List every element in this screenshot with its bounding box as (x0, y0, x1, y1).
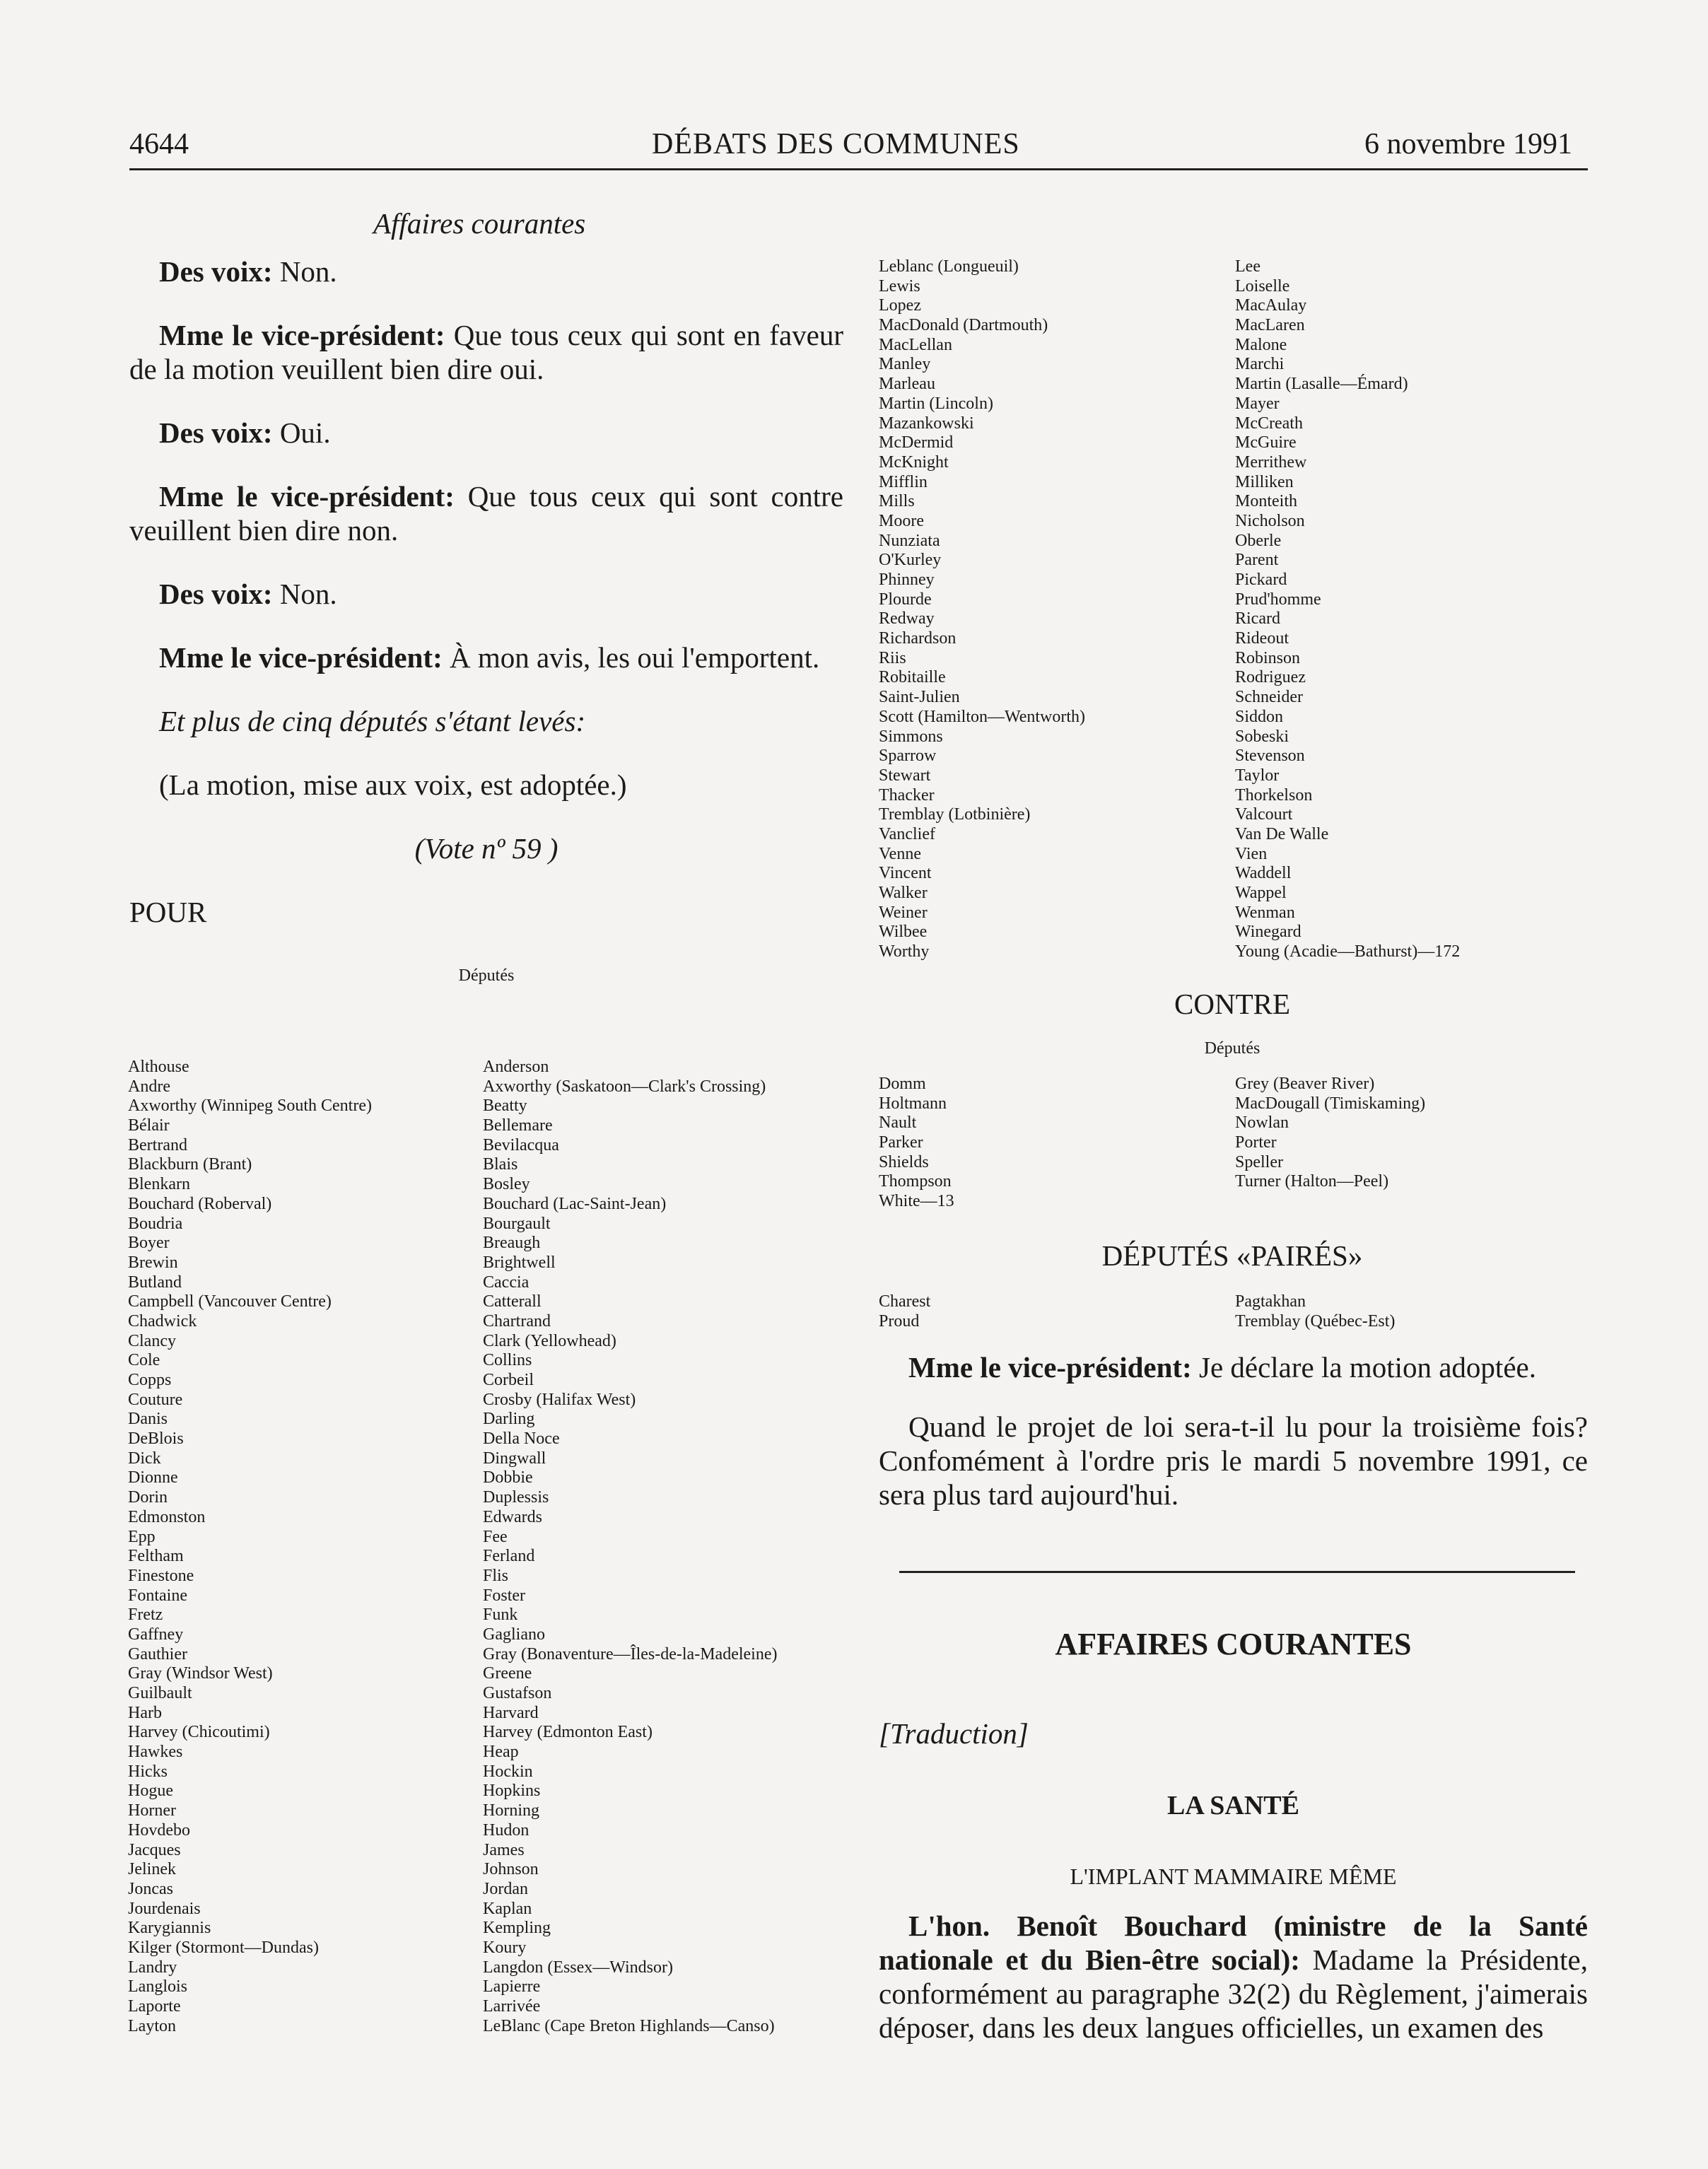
member-name: Mifflin (879, 472, 928, 491)
publication-date: 6 novembre 1991 (1364, 128, 1572, 160)
speech-text: Que tous ceux qui sont contre veuillent bien dire non. (129, 480, 843, 546)
member-name: Nicholson (1235, 511, 1305, 530)
member-name: Van De Walle (1235, 824, 1329, 843)
member-name: Blais (483, 1155, 518, 1174)
member-name: Saint-Julien (879, 688, 960, 707)
member-name: Tremblay (Québec-Est) (1235, 1311, 1396, 1331)
member-name: Axworthy (Saskatoon—Clark's Crossing) (483, 1077, 766, 1096)
member-name: Valcourt (1235, 805, 1293, 824)
member-name: Chartrand (483, 1311, 551, 1331)
member-name: Manley (879, 355, 931, 374)
member-name: Della Noce (483, 1430, 560, 1449)
member-name: Foster (483, 1586, 525, 1605)
member-name: Malone (1235, 335, 1287, 354)
member-name: Boudria (128, 1214, 183, 1233)
speech-paragraph (129, 318, 843, 386)
member-name: Pagtakhan (1235, 1292, 1306, 1311)
speech-paragraph (129, 416, 843, 450)
member-name: Jordan (483, 1879, 528, 1898)
member-name: Dorin (128, 1488, 168, 1507)
speaker: Mme le vice-président: (159, 641, 443, 674)
member-name: Anderson (483, 1058, 549, 1076)
member-name: Dobbie (483, 1468, 533, 1487)
member-name: Langlois (128, 1977, 187, 1996)
member-name: Martin (Lincoln) (879, 394, 993, 413)
member-name: Crosby (Halifax West) (483, 1390, 636, 1409)
member-name: Danis (128, 1410, 168, 1429)
member-name: McCreath (1235, 414, 1303, 433)
member-name: Mayer (1235, 394, 1280, 413)
member-name: Fretz (128, 1606, 163, 1625)
member-name: Oberle (1235, 531, 1282, 550)
member-name: Vincent (879, 864, 932, 883)
member-name: Redway (879, 609, 935, 629)
member-name: Proud (879, 1311, 920, 1331)
member-name: Darling (483, 1410, 535, 1429)
member-name: Waddell (1235, 864, 1292, 883)
member-name: Bellemare (483, 1116, 553, 1135)
member-name: Flis (483, 1566, 509, 1585)
member-name: MacDougall (Timiskaming) (1235, 1094, 1426, 1113)
member-name: Copps (128, 1371, 172, 1389)
member-name: Bourgault (483, 1214, 551, 1233)
member-name: Milliken (1235, 472, 1294, 491)
speaker: Mme le vice-président: (908, 1351, 1192, 1384)
member-name: Lopez (879, 296, 921, 315)
member-name: Young (Acadie—Bathurst)—172 (1235, 942, 1461, 961)
member-name: Stewart (879, 766, 931, 785)
member-name: Jelinek (128, 1860, 176, 1879)
member-name: McGuire (1235, 433, 1297, 452)
member-name: McDermid (879, 433, 954, 452)
speech-text: Madame la Présidente, conformément au paragraphe 32(2) du Règlement, j'aimerais déposer, dans les deux langues officielles, un examen des (879, 1943, 1588, 2044)
member-name: Bouchard (Lac-Saint-Jean) (483, 1194, 667, 1213)
translation-note: [Traduction] (879, 1717, 1029, 1750)
member-name: Joncas (128, 1879, 173, 1898)
member-name: Epp (128, 1527, 156, 1546)
member-name: Blackburn (Brant) (128, 1155, 252, 1174)
speech-text: Je déclare la motion adoptée. (1191, 1351, 1536, 1384)
member-name: Breaugh (483, 1234, 541, 1253)
speech-paragraph (879, 1350, 1588, 1384)
member-name: Sparrow (879, 747, 937, 766)
member-name: Althouse (128, 1058, 189, 1076)
member-name: Collins (483, 1351, 532, 1370)
speech-text: Oui. (272, 416, 331, 449)
pour-heading: POUR (129, 896, 207, 928)
member-name: Lee (1235, 257, 1260, 276)
member-name: Kaplan (483, 1899, 532, 1918)
member-name: Nowlan (1235, 1113, 1289, 1133)
member-name: Ferland (483, 1547, 535, 1566)
speech-paragraph (129, 255, 843, 288)
member-name: Moore (879, 511, 924, 530)
member-name: Riis (879, 648, 906, 667)
member-name: Porter (1235, 1133, 1277, 1152)
member-name: Hawkes (128, 1743, 183, 1762)
member-name: Bélair (128, 1116, 170, 1135)
member-name: McKnight (879, 452, 949, 472)
member-name: Chadwick (128, 1311, 197, 1331)
member-name: Hopkins (483, 1782, 541, 1801)
member-name: Jourdenais (128, 1899, 201, 1918)
member-name: Tremblay (Lotbinière) (879, 805, 1031, 824)
member-name: Prud'homme (1235, 590, 1321, 609)
paires-list-col1 (879, 1292, 1218, 1331)
member-name: Parker (879, 1133, 923, 1152)
member-name: Hogue (128, 1782, 173, 1801)
member-name: Karygiannis (128, 1919, 211, 1938)
member-name: Gray (Bonaventure—Îles-de-la-Madeleine) (483, 1644, 778, 1664)
member-name: Couture (128, 1390, 183, 1409)
pour-list-col3 (879, 257, 1225, 962)
member-name: Greene (483, 1664, 532, 1683)
member-name: Hicks (128, 1762, 168, 1781)
member-name: Wenman (1235, 903, 1295, 922)
member-name: Blenkarn (128, 1175, 190, 1194)
member-name: Dionne (128, 1468, 178, 1487)
member-name: Funk (483, 1606, 518, 1625)
member-name: Hockin (483, 1762, 533, 1781)
pour-list-col2 (483, 1058, 850, 2036)
member-name: Schneider (1235, 688, 1303, 707)
member-name: Boyer (128, 1234, 170, 1253)
member-name: Harvard (483, 1703, 539, 1722)
member-name: Winegard (1235, 923, 1302, 942)
member-name: Edwards (483, 1507, 542, 1526)
member-name: Dick (128, 1449, 161, 1468)
member-name: MacDonald (Dartmouth) (879, 316, 1048, 335)
member-name: Simmons (879, 727, 943, 746)
member-name: Gray (Windsor West) (128, 1664, 273, 1683)
member-name: Caccia (483, 1273, 530, 1292)
speaker: Des voix: (159, 578, 273, 610)
contre-subheading: Députés (1204, 1039, 1260, 1058)
member-name: Stevenson (1235, 747, 1305, 766)
member-name: Domm (879, 1075, 926, 1093)
speech-paragraph (879, 1410, 1588, 1512)
member-name: Scott (Hamilton—Wentworth) (879, 707, 1086, 726)
member-name: Venne (879, 844, 921, 863)
member-name: Bosley (483, 1175, 530, 1194)
speech-paragraph (129, 577, 843, 611)
page-number: 4644 (129, 128, 189, 160)
member-name: Nunziata (879, 531, 940, 550)
member-name: Laporte (128, 1997, 181, 2016)
contre-list-col1 (879, 1075, 1218, 1212)
member-name: Jacques (128, 1840, 181, 1859)
member-name: Landry (128, 1958, 177, 1977)
member-name: Rideout (1235, 629, 1289, 648)
member-name: LeBlanc (Cape Breton Highlands—Canso) (483, 2016, 775, 2035)
member-name: Taylor (1235, 766, 1280, 785)
speaker: Mme le vice-président: (159, 480, 455, 513)
member-name: Lewis (879, 276, 920, 296)
speech-text: Que tous ceux qui sont en faveur de la motion veuillent bien dire oui. (129, 319, 844, 385)
member-name: Rodriguez (1235, 668, 1306, 687)
member-name: Bouchard (Roberval) (128, 1194, 272, 1213)
section-heading: AFFAIRES COURANTES (1055, 1627, 1412, 1661)
member-name: Robinson (1235, 648, 1301, 667)
member-name: Thacker (879, 785, 935, 805)
member-name: Mazankowski (879, 414, 974, 433)
member-name: Johnson (483, 1860, 539, 1879)
member-name: Plourde (879, 590, 932, 609)
member-name: Shields (879, 1152, 929, 1171)
member-name: Richardson (879, 629, 957, 648)
member-name: Nault (879, 1113, 917, 1133)
pour-subheading: Députés (458, 966, 515, 985)
member-name: Larrivée (483, 1997, 541, 2016)
topic-heading: L'IMPLANT MAMMAIRE MÊME (1070, 1864, 1397, 1889)
member-name: Harvey (Chicoutimi) (128, 1723, 270, 1742)
contre-heading: CONTRE (1174, 988, 1290, 1020)
member-name: Clark (Yellowhead) (483, 1331, 616, 1350)
member-name: James (483, 1840, 525, 1859)
header-rule (129, 168, 1588, 170)
paires-list-col2 (1235, 1292, 1574, 1331)
member-name: Feltham (128, 1547, 184, 1566)
speech-text: Non. (272, 255, 337, 288)
member-name: Parent (1235, 551, 1279, 570)
speech-text: Non. (272, 578, 337, 610)
member-name: Harvey (Edmonton East) (483, 1723, 653, 1742)
member-name: Hovdebo (128, 1820, 190, 1840)
member-name: White—13 (879, 1192, 954, 1211)
member-name: Speller (1235, 1152, 1283, 1171)
member-name: Langdon (Essex—Windsor) (483, 1958, 673, 1977)
speech-paragraph (129, 641, 843, 674)
speaker: Mme le vice-président: (159, 319, 445, 351)
member-name: Gauthier (128, 1644, 187, 1664)
member-name: Dingwall (483, 1449, 546, 1468)
member-name: MacAulay (1235, 296, 1307, 315)
member-name: Walker (879, 884, 928, 902)
publication-title: DÉBATS DES COMMUNES (652, 128, 1020, 160)
member-name: Beatty (483, 1097, 527, 1116)
member-name: Gagliano (483, 1625, 545, 1644)
member-name: Brewin (128, 1253, 178, 1272)
member-name: Layton (128, 2016, 176, 2035)
contre-list-col2 (1235, 1075, 1574, 1192)
member-name: Gustafson (483, 1684, 552, 1702)
member-name: Campbell (Vancouver Centre) (128, 1292, 332, 1311)
speaker: Des voix: (159, 416, 273, 449)
member-name: Sobeski (1235, 727, 1289, 746)
member-name: Corbeil (483, 1371, 534, 1389)
standing-note: Et plus de cinq députés s'étant levés: (159, 705, 586, 737)
member-name: Edmonston (128, 1507, 206, 1526)
subsection-heading: LA SANTÉ (1167, 1791, 1299, 1820)
vote-label: (Vote nº 59 ) (414, 832, 558, 865)
member-name: Wappel (1235, 884, 1287, 902)
pour-list-col1 (128, 1058, 474, 2036)
member-name: Gaffney (128, 1625, 184, 1644)
member-name: Merrithew (1235, 452, 1307, 472)
member-name: Horning (483, 1801, 539, 1820)
member-name: Robitaille (879, 668, 946, 687)
member-name: Andre (128, 1077, 170, 1096)
speech-text: Quand le projet de loi sera-t-il lu pour la troisième fois? Confomément à l'ordre pris le mardi 5 novembre 1991, ce sera plus tard aujourd'hui. (879, 1410, 1588, 1511)
speaker: L'hon. Benoît Bouchard (ministre de la Santé nationale et du Bien-être social): (879, 1910, 1588, 1976)
member-name: Siddon (1235, 707, 1284, 726)
member-name: Marleau (879, 375, 935, 394)
member-name: Holtmann (879, 1094, 947, 1113)
right-prose (879, 1350, 1588, 1537)
member-name: Thorkelson (1235, 785, 1313, 805)
member-name: Pickard (1235, 571, 1287, 589)
pour-list-col4 (1235, 257, 1581, 962)
member-name: Kempling (483, 1919, 551, 1938)
member-name: Martin (Lasalle—Émard) (1235, 375, 1408, 394)
member-name: Koury (483, 1938, 527, 1957)
speaker: Des voix: (159, 255, 273, 288)
member-name: Mills (879, 492, 915, 511)
member-name: Bevilacqua (483, 1135, 559, 1154)
member-name: Vien (1235, 844, 1268, 863)
member-name: Wilbee (879, 923, 928, 942)
member-name: MacLaren (1235, 316, 1305, 335)
member-name: Charest (879, 1292, 931, 1311)
member-name: Guilbault (128, 1684, 192, 1702)
section-rule (899, 1571, 1575, 1573)
member-name: Thompson (879, 1172, 952, 1191)
member-name: MacLellan (879, 335, 952, 354)
member-name: Ricard (1235, 609, 1280, 629)
member-name: Fontaine (128, 1586, 187, 1605)
member-name: Kilger (Stormont—Dundas) (128, 1938, 319, 1957)
member-name: Fee (483, 1527, 508, 1546)
member-name: Worthy (879, 942, 930, 961)
running-head: Affaires courantes (373, 207, 586, 240)
member-name: Monteith (1235, 492, 1297, 511)
member-name: Cole (128, 1351, 160, 1370)
member-name: Duplessis (483, 1488, 549, 1507)
member-name: Leblanc (Longueuil) (879, 257, 1019, 276)
member-name: Catterall (483, 1292, 542, 1311)
speech-text: À mon avis, les oui l'emportent. (442, 641, 820, 674)
member-name: Lapierre (483, 1977, 541, 1996)
member-name: Bertrand (128, 1135, 187, 1154)
member-name: Brightwell (483, 1253, 556, 1272)
member-name: Vanclief (879, 824, 935, 843)
member-name: Loiselle (1235, 276, 1290, 296)
member-name: Horner (128, 1801, 176, 1820)
member-name: Butland (128, 1273, 182, 1292)
member-name: Finestone (128, 1566, 194, 1585)
member-name: Heap (483, 1743, 519, 1762)
member-name: Grey (Beaver River) (1235, 1075, 1375, 1093)
member-name: Hudon (483, 1820, 530, 1840)
member-name: Axworthy (Winnipeg South Centre) (128, 1097, 372, 1116)
member-name: Phinney (879, 571, 935, 589)
speech-paragraph (129, 479, 843, 547)
paires-heading: DÉPUTÉS «PAIRÉS» (1101, 1239, 1363, 1272)
member-name: Weiner (879, 903, 928, 922)
member-name: O'Kurley (879, 551, 942, 570)
member-name: DeBlois (128, 1430, 184, 1449)
member-name: Harb (128, 1703, 162, 1722)
member-name: Marchi (1235, 355, 1285, 374)
speech-paragraph (879, 1909, 1588, 2045)
member-name: Clancy (128, 1331, 176, 1350)
left-prose (129, 255, 843, 993)
motion-result: (La motion, mise aux voix, est adoptée.) (159, 768, 627, 801)
member-name: Turner (Halton—Peel) (1235, 1172, 1389, 1191)
